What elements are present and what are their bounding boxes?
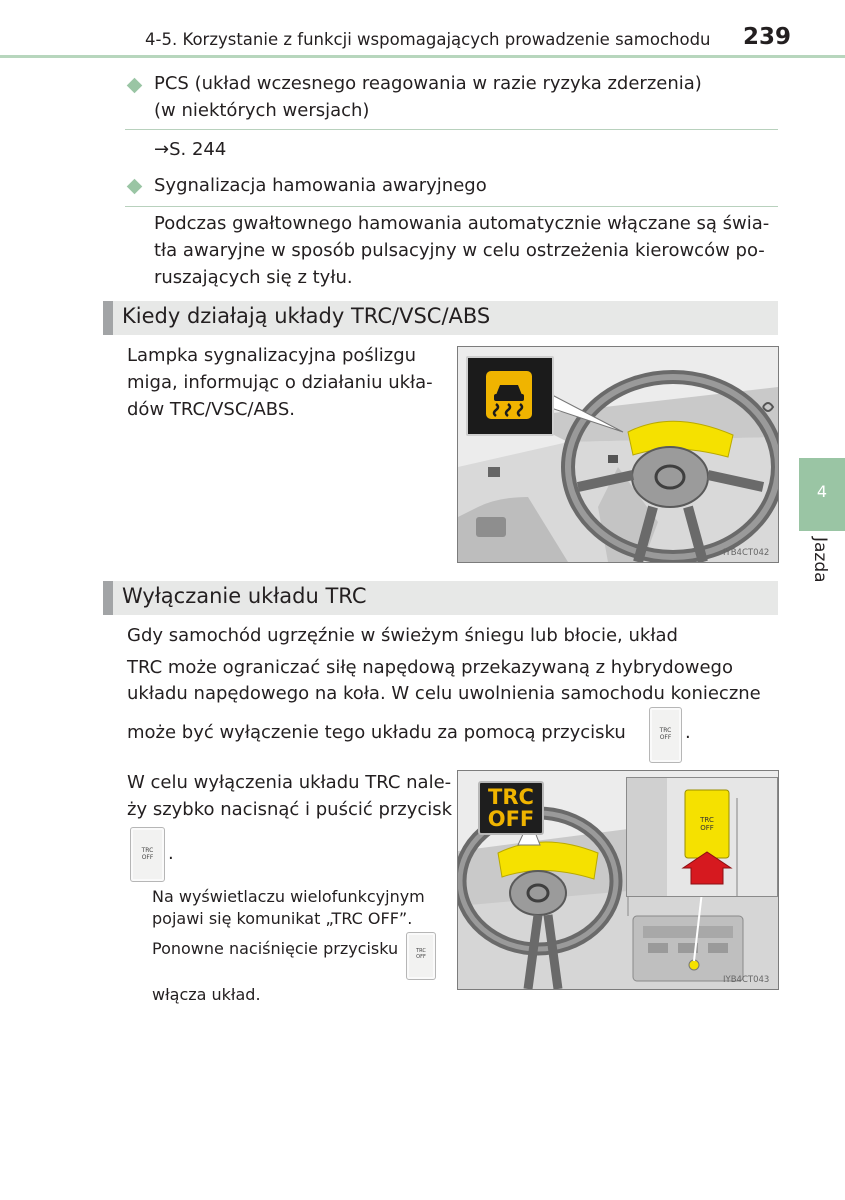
button-label-line2: OFF <box>659 734 672 741</box>
trc-text-line: może być wyłączenie tego układu za pomocą przycisku <box>127 722 626 743</box>
button-label-line2: OFF <box>416 954 426 960</box>
bullet-diamond-icon <box>127 78 143 94</box>
figure-steering-wheel-slip-indicator <box>457 346 779 563</box>
slip-indicator-text-line: miga, informując o działaniu ukła- <box>127 372 433 393</box>
trc-off-button-icon <box>649 707 682 763</box>
closeup-button-label-line1: TRC <box>700 816 714 824</box>
trc-off-button-icon <box>406 932 436 980</box>
header-divider <box>0 55 845 58</box>
section-heading-bar <box>103 581 778 615</box>
page-number: 239 <box>743 24 792 50</box>
trc-instruction-line: ży szybko nacisnąć i puścić przycisk <box>127 799 453 820</box>
slip-indicator-text-line: Lampka sygnalizacyjna poślizgu <box>127 345 417 366</box>
button-label-line2: OFF <box>141 854 154 861</box>
button-label-line1: TRC <box>416 948 426 954</box>
trc-text-line: układu napędowego na koła. W celu uwolnienia samochodu konieczne <box>127 683 761 704</box>
emergency-text-line: Podczas gwałtownego hamowania automatycznie włączane są świa- <box>154 213 770 234</box>
section-heading-bar <box>103 301 778 335</box>
pcs-heading-line1: PCS (układ wczesnego reagowania w razie ryzyka zderzenia) <box>154 73 702 94</box>
display-message-line: pojawi się komunikat „TRC OFF”. <box>152 909 413 928</box>
trc-instruction-period: . <box>168 843 174 864</box>
figure-code: IYB4CT042 <box>723 548 770 558</box>
trc-off-indicator-line2: OFF <box>487 807 535 831</box>
section-marker <box>103 581 113 615</box>
figure-trc-off-button-location <box>457 770 779 990</box>
chapter-number: 4 <box>816 482 828 501</box>
chapter-label: Jazda <box>810 537 830 583</box>
bullet-diamond-icon <box>127 179 143 195</box>
running-header-title: 4-5. Korzystanie z funkcji wspomagających prowadzenie samochodu <box>145 30 711 49</box>
button-closeup-panel <box>626 777 778 897</box>
slip-indicator-icon <box>468 358 552 434</box>
trc-text-line: TRC może ograniczać siłę napędową przekazywaną z hybrydowego <box>127 657 733 678</box>
pcs-page-reference: →S. 244 <box>154 139 227 160</box>
enables-text: włącza układ. <box>152 985 261 1004</box>
button-closeup-illustration <box>627 778 777 896</box>
emergency-text-line: tła awaryjne w sposób pulsacyjny w celu ostrzeżenia kierowców po- <box>154 240 765 261</box>
closeup-button-label-line2: OFF <box>700 824 714 832</box>
trc-text-period: . <box>685 722 691 743</box>
slip-indicator-panel <box>466 356 554 436</box>
slip-indicator-text-line: dów TRC/VSC/ABS. <box>127 399 295 420</box>
figure-code: IYB4CT043 <box>723 975 770 985</box>
pcs-rule <box>125 129 778 130</box>
press-again-text: Ponowne naciśnięcie przycisku <box>152 939 399 958</box>
button-label-line1: TRC <box>141 847 154 854</box>
chapter-tab <box>799 458 845 531</box>
pcs-heading-line2: (w niektórych wersjach) <box>154 100 370 121</box>
trc-text-line: Gdy samochód ugrzęźnie w świeżym śniegu lub błocie, układ <box>127 625 678 646</box>
emergency-heading: Sygnalizacja hamowania awaryjnego <box>154 175 487 196</box>
emergency-text-line: ruszających się z tyłu. <box>154 267 353 288</box>
display-message-line: Na wyświetlaczu wielofunkcyjnym <box>152 887 425 906</box>
trc-off-button-icon <box>130 827 165 882</box>
section-title: Wyłączanie układu TRC <box>122 584 367 608</box>
trc-off-indicator <box>478 781 544 835</box>
trc-instruction-line: W celu wyłączenia układu TRC nale- <box>127 772 452 793</box>
section-marker <box>103 301 113 335</box>
trc-off-indicator-line1: TRC <box>488 785 534 809</box>
section-title: Kiedy działają układy TRC/VSC/ABS <box>122 304 491 328</box>
button-label-line1: TRC <box>659 727 672 734</box>
emergency-rule <box>125 206 778 207</box>
